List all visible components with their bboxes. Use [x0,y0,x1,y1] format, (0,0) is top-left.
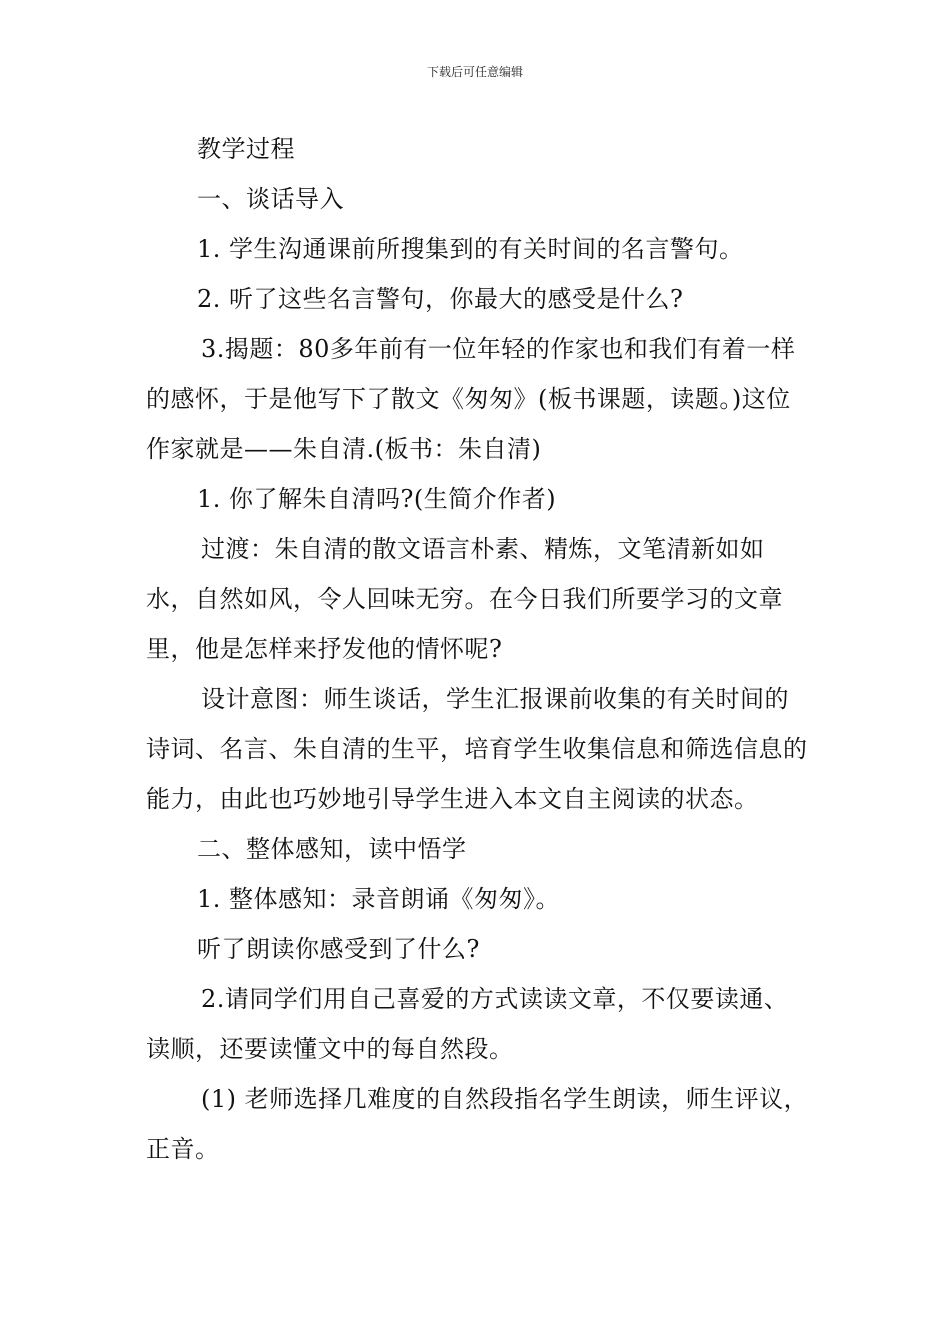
paragraph-item-3-reveal-topic: 3.揭题：80多年前有一位年轻的作家也和我们有着一样的感怀，于是他写下了散文《匆匆》(板书课题，读题。)这位作家就是——朱自清.(板书：朱自清) [146,335,796,463]
section-heading-intro: 一、谈话导入 [197,185,344,213]
paragraph-teacher-selection: (1) 老师选择几难度的自然段指名学生朗读，师生评议，正音。 [146,1085,809,1163]
paragraph-listening-question: 听了朗读你感受到了什么? [197,935,480,963]
section-heading-overall-perception: 二、整体感知，读中悟学 [197,835,467,863]
paragraph-reading-instruction: 2.请同学们用自己喜爱的方式读读文章，不仅要读通、读顺，还要读懂文中的每自然段。 [146,985,789,1063]
page-header-note: 下载后可任意编辑 [426,65,523,79]
paragraph-overall-reading: 1. 整体感知：录音朗诵《匆匆》。 [197,885,561,913]
paragraph-item-2: 2. 听了这些名言警句，你最大的感受是什么? [197,285,684,313]
paragraph-transition: 过渡：朱自清的散文语言朴素、精炼，文笔清新如如水，自然如风，令人回味无穷。在今日我们所要学习的文章里，他是怎样来抒发他的情怀呢? [146,535,783,663]
paragraph-item-1: 1. 学生沟通课前所搜集到的有关时间的名言警句。 [197,235,744,263]
paragraph-author-question: 1. 你了解朱自清吗?(生简介作者) [197,485,557,513]
paragraph-design-intent: 设计意图：师生谈话，学生汇报课前收集的有关时间的诗词、名言、朱自清的生平，培育学生收集信息和筛选信息的能力，由此也巧妙地引导学生进入本文自主阅读的状态。 [146,685,808,813]
document-body [146,124,812,1174]
section-title-teaching-process: 教学过程 [197,135,295,163]
